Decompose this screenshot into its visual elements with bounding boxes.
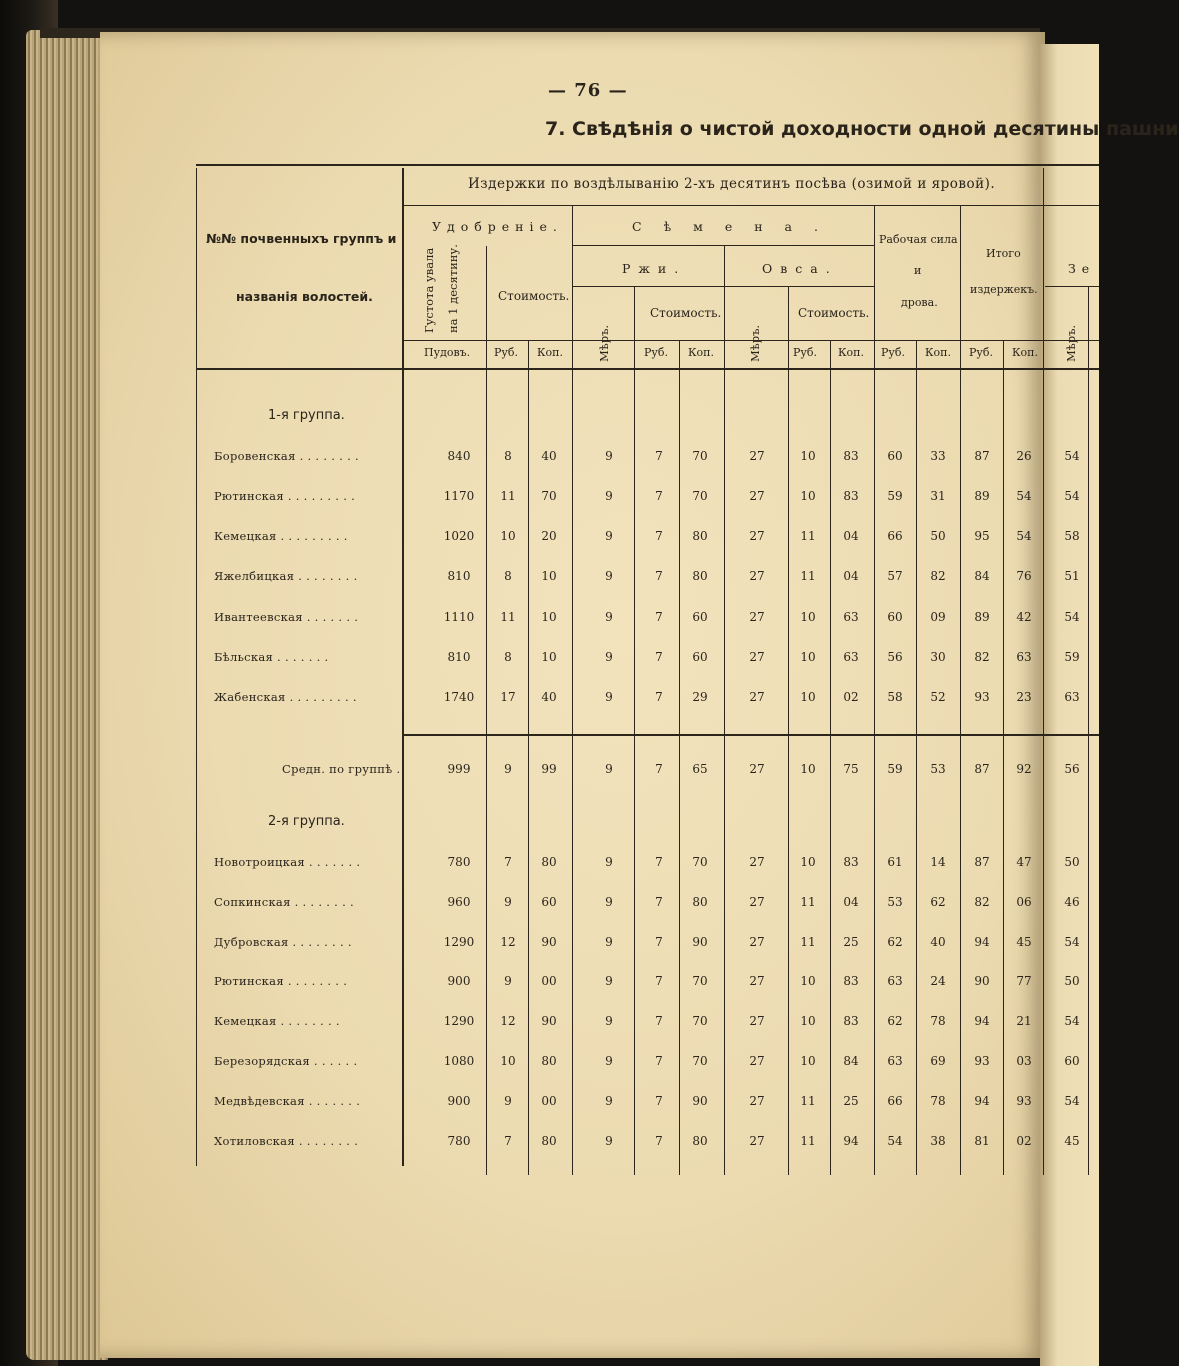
table-rule (403, 734, 1099, 736)
table-cell: 10 (800, 1054, 816, 1068)
unit-rub-5: Руб. (969, 346, 993, 359)
table-cell: 11 (800, 1094, 816, 1108)
table-cell: 8 (504, 569, 512, 583)
table-cell: 9 (605, 650, 613, 664)
table-cell: 9 (605, 1134, 613, 1148)
table-cell: 83 (843, 1014, 859, 1028)
table-cell: 76 (1016, 569, 1032, 583)
table-cell: 9 (605, 1094, 613, 1108)
table-cell: 83 (843, 489, 859, 503)
table-cell: 12 (500, 935, 516, 949)
table-cell: 900 (447, 974, 471, 988)
rzhi-mer-header: Мѣръ. (597, 324, 611, 362)
table-cell: 82 (930, 569, 946, 583)
table-cell: 9 (605, 935, 613, 949)
parish-name: Боровенская . . . . . . . . (214, 449, 359, 463)
table-cell: 56 (1064, 762, 1080, 776)
table-cell: 63 (843, 650, 859, 664)
table-cell: 52 (930, 690, 946, 704)
table-cell: 82 (974, 650, 990, 664)
page-edges (26, 30, 108, 1360)
gustota-header-1: Густота увала (422, 247, 436, 333)
table-cell: 54 (887, 1134, 903, 1148)
table-cell: 10 (500, 529, 516, 543)
table-cell: 61 (887, 855, 903, 869)
name-col-header-2: названія волостей. (236, 289, 373, 304)
table-rule (788, 286, 789, 1175)
table-rule (679, 340, 680, 1175)
table-cell: 90 (692, 935, 708, 949)
unit-kop-2: Коп. (688, 346, 714, 359)
table-cell: 7 (655, 1014, 663, 1028)
ovsa-header: Овса. (762, 261, 838, 276)
table-cell: 47 (1016, 855, 1032, 869)
table-cell: 93 (974, 690, 990, 704)
table-cell: 7 (655, 855, 663, 869)
table-cell: 59 (1064, 650, 1080, 664)
table-rule (1003, 340, 1004, 1175)
table-cell: 1290 (443, 935, 475, 949)
table-cell: 03 (1016, 1054, 1032, 1068)
table-cell: 27 (749, 974, 765, 988)
table-cell: 54 (1064, 489, 1080, 503)
table-cell: 54 (1016, 529, 1032, 543)
table-cell: 62 (887, 935, 903, 949)
table-cell: 10 (800, 690, 816, 704)
table-cell: 60 (1064, 1054, 1080, 1068)
table-cell: 7 (655, 1134, 663, 1148)
table-cell: 25 (843, 1094, 859, 1108)
unit-rub-2: Руб. (644, 346, 668, 359)
table-cell: 94 (974, 935, 990, 949)
table-cell: 54 (1064, 610, 1080, 624)
table-cell: 40 (930, 935, 946, 949)
table-rule (1088, 286, 1089, 1175)
table-cell: 45 (1016, 935, 1032, 949)
table-cell: 66 (887, 1094, 903, 1108)
table-cell: 10 (800, 610, 816, 624)
table-cell: 9 (504, 895, 512, 909)
table-cell: 63 (1064, 690, 1080, 704)
table-rule (572, 205, 573, 1175)
table-cell: 31 (930, 489, 946, 503)
table-cell: 9 (504, 974, 512, 988)
table-cell: 40 (541, 449, 557, 463)
udobrenie-header: Удобреніе. (432, 219, 563, 234)
table-cell: 810 (447, 569, 471, 583)
table-cell: 59 (887, 762, 903, 776)
table-cell: 9 (504, 1094, 512, 1108)
table-cell: 26 (1016, 449, 1032, 463)
table-cell: 1170 (443, 489, 475, 503)
table-cell: 54 (1064, 935, 1080, 949)
table-cell: 14 (930, 855, 946, 869)
parish-name: Сопкинская . . . . . . . . (214, 895, 354, 909)
table-cell: 33 (930, 449, 946, 463)
rabochaya-header-1: Рабочая сила (879, 233, 958, 246)
table-cell: 38 (930, 1134, 946, 1148)
table-cell: 1110 (443, 610, 475, 624)
table-cell: 7 (504, 855, 512, 869)
table-cell: 90 (541, 935, 557, 949)
table-cell: 24 (930, 974, 946, 988)
table-cell: 8 (504, 449, 512, 463)
table-cell: 46 (1064, 895, 1080, 909)
table-cell: 53 (930, 762, 946, 776)
table-cell: 90 (974, 974, 990, 988)
table-cell: 27 (749, 569, 765, 583)
table-cell: 60 (887, 449, 903, 463)
table-cell: 7 (655, 762, 663, 776)
table-cell: 00 (541, 1094, 557, 1108)
table-cell: 780 (447, 855, 471, 869)
table-cell: 30 (930, 650, 946, 664)
rzhi-header: Ржи. (622, 261, 687, 276)
parish-name: Кемецкая . . . . . . . . . (214, 529, 348, 543)
table-cell: 9 (605, 1054, 613, 1068)
table-cell: 65 (692, 762, 708, 776)
unit-kop-4: Коп. (925, 346, 951, 359)
table-cell: 11 (800, 1134, 816, 1148)
table-cell: 11 (800, 895, 816, 909)
span-header: Издержки по воздѣлыванію 2-хъ десятинъ посѣва (озимой и яровой). (468, 176, 996, 192)
table-cell: 70 (692, 489, 708, 503)
table-rule (486, 246, 487, 1175)
table-cell: 87 (974, 449, 990, 463)
table-cell: 80 (692, 895, 708, 909)
unit-rub-4: Руб. (881, 346, 905, 359)
table-cell: 9 (605, 690, 613, 704)
table-cell: 20 (541, 529, 557, 543)
table-cell: 78 (930, 1094, 946, 1108)
table-cell: 02 (843, 690, 859, 704)
table-cell: 63 (1016, 650, 1032, 664)
table-cell: 11 (500, 610, 516, 624)
table-cell: 10 (500, 1054, 516, 1068)
table-cell: 70 (692, 974, 708, 988)
ovsa-stoimost-header: Стоимость. (798, 306, 870, 320)
table-cell: 83 (843, 974, 859, 988)
unit-rub-3: Руб. (793, 346, 817, 359)
table-cell: 81 (974, 1134, 990, 1148)
table-cell: 810 (447, 650, 471, 664)
table-cell: 80 (541, 1054, 557, 1068)
rabochaya-header-3: дрова. (901, 296, 938, 309)
table-rule (196, 168, 197, 1166)
table-cell: 8 (504, 650, 512, 664)
table-rule (916, 340, 917, 1175)
table-cell: 27 (749, 529, 765, 543)
table-cell: 11 (800, 529, 816, 543)
unit-rub-1: Руб. (494, 346, 518, 359)
table-cell: 900 (447, 1094, 471, 1108)
table-cell: 9 (605, 610, 613, 624)
table-rule (402, 168, 404, 1166)
table-cell: 54 (1016, 489, 1032, 503)
table-cell: 10 (800, 1014, 816, 1028)
parish-name: Новотроицкая . . . . . . . (214, 855, 361, 869)
parish-name: Жабенская . . . . . . . . . (214, 690, 357, 704)
table-cell: 780 (447, 1134, 471, 1148)
table-cell: 87 (974, 855, 990, 869)
group-1-title: 1-я группа. (268, 408, 345, 423)
table-cell: 70 (692, 1014, 708, 1028)
parish-name: Рютинская . . . . . . . . . (214, 489, 356, 503)
table-cell: 54 (1064, 449, 1080, 463)
parish-name: Медвѣдевская . . . . . . . (214, 1094, 361, 1108)
table-cell: 27 (749, 1094, 765, 1108)
group-average-label: Средн. по группѣ . (282, 762, 401, 776)
unit-kop-1: Коп. (537, 346, 563, 359)
table-cell: 59 (887, 489, 903, 503)
table-cell: 75 (843, 762, 859, 776)
facing-page (1040, 44, 1099, 1366)
table-cell: 60 (692, 610, 708, 624)
table-cell: 89 (974, 489, 990, 503)
parish-name: Ивантеевская . . . . . . . (214, 610, 359, 624)
table-cell: 7 (655, 650, 663, 664)
table-rule (528, 340, 529, 1175)
table-cell: 27 (749, 650, 765, 664)
table-cell: 7 (504, 1134, 512, 1148)
table-cell: 63 (887, 1054, 903, 1068)
parish-name: Бѣльская . . . . . . . (214, 650, 329, 664)
table-cell: 63 (843, 610, 859, 624)
table-cell: 9 (605, 762, 613, 776)
table-cell: 9 (605, 449, 613, 463)
table-cell: 27 (749, 690, 765, 704)
table-cell: 70 (692, 449, 708, 463)
table-cell: 1080 (443, 1054, 475, 1068)
table-rule (960, 205, 961, 1175)
table-cell: 90 (692, 1094, 708, 1108)
table-cell: 10 (541, 650, 557, 664)
itogo-header-1: Итого (986, 247, 1021, 260)
parish-name: Рютинская . . . . . . . . (214, 974, 348, 988)
table-cell: 42 (1016, 610, 1032, 624)
table-cell: 56 (887, 650, 903, 664)
parish-name: Кемецкая . . . . . . . . (214, 1014, 340, 1028)
table-cell: 25 (843, 935, 859, 949)
table-cell: 80 (692, 1134, 708, 1148)
rabochaya-header-2: и (914, 264, 922, 277)
table-cell: 11 (800, 935, 816, 949)
table-cell: 7 (655, 449, 663, 463)
table-cell: 60 (692, 650, 708, 664)
table-cell: 84 (974, 569, 990, 583)
table-cell: 29 (692, 690, 708, 704)
table-cell: 82 (974, 895, 990, 909)
table-cell: 50 (1064, 974, 1080, 988)
table-cell: 21 (1016, 1014, 1032, 1028)
table-cell: 50 (930, 529, 946, 543)
table-rule (830, 340, 831, 1175)
table-rule (634, 286, 635, 1175)
group-2-title: 2-я группа. (268, 814, 345, 829)
unit-kop-3: Коп. (838, 346, 864, 359)
table-cell: 27 (749, 1134, 765, 1148)
table-cell: 10 (541, 610, 557, 624)
table-cell: 04 (843, 529, 859, 543)
parish-name: Березорядская . . . . . . (214, 1054, 358, 1068)
table-cell: 9 (605, 895, 613, 909)
table-cell: 90 (541, 1014, 557, 1028)
table-cell: 83 (843, 449, 859, 463)
table-cell: 40 (541, 690, 557, 704)
table-cell: 1020 (443, 529, 475, 543)
table-cell: 70 (692, 855, 708, 869)
table-cell: 10 (800, 449, 816, 463)
name-col-header-1: №№ почвенныхъ группъ и (206, 231, 397, 246)
table-cell: 10 (800, 650, 816, 664)
table-cell: 27 (749, 1054, 765, 1068)
table-cell: 70 (541, 489, 557, 503)
page-title: 7. Свѣдѣнія о чистой доходности одной десятины пашни (545, 118, 1179, 140)
table-cell: 7 (655, 935, 663, 949)
table-cell: 95 (974, 529, 990, 543)
table-cell: 12 (500, 1014, 516, 1028)
table-cell: 78 (930, 1014, 946, 1028)
table-cell: 11 (500, 489, 516, 503)
table-cell: 1740 (443, 690, 475, 704)
itogo-header-2: издержекъ. (970, 283, 1038, 296)
table-cell: 10 (541, 569, 557, 583)
gustota-header-2: на 1 десятину. (446, 244, 460, 333)
table-cell: 9 (605, 529, 613, 543)
table-cell: 89 (974, 610, 990, 624)
table-cell: 11 (800, 569, 816, 583)
table-cell: 10 (800, 855, 816, 869)
table-cell: 9 (605, 974, 613, 988)
table-cell: 840 (447, 449, 471, 463)
table-cell: 10 (800, 762, 816, 776)
table-cell: 93 (1016, 1094, 1032, 1108)
table-cell: 53 (887, 895, 903, 909)
table-rule (196, 368, 1099, 370)
table-cell: 50 (1064, 855, 1080, 869)
table-cell: 80 (541, 1134, 557, 1148)
table-cell: 94 (974, 1014, 990, 1028)
table-cell: 62 (930, 895, 946, 909)
table-cell: 10 (800, 489, 816, 503)
table-cell: 09 (930, 610, 946, 624)
table-rule (403, 205, 1099, 206)
table-cell: 999 (447, 762, 471, 776)
table-cell: 7 (655, 690, 663, 704)
ovsa-mer-header: Мѣръ. (748, 324, 762, 362)
table-cell: 9 (605, 569, 613, 583)
table-cell: 27 (749, 935, 765, 949)
table-cell: 04 (843, 569, 859, 583)
table-cell: 54 (1064, 1094, 1080, 1108)
table-cell: 66 (887, 529, 903, 543)
table-cell: 7 (655, 895, 663, 909)
table-cell: 58 (1064, 529, 1080, 543)
table-cell: 23 (1016, 690, 1032, 704)
table-cell: 7 (655, 974, 663, 988)
table-cell: 99 (541, 762, 557, 776)
table-cell: 7 (655, 569, 663, 583)
table-rule (724, 245, 725, 1175)
table-cell: 00 (541, 974, 557, 988)
table-cell: 1290 (443, 1014, 475, 1028)
table-cell: 80 (692, 529, 708, 543)
semena-header: Сѣмена. (632, 219, 840, 234)
table-cell: 77 (1016, 974, 1032, 988)
table-cell: 7 (655, 1094, 663, 1108)
table-cell: 27 (749, 489, 765, 503)
zerno-header-partial: Зе (1068, 261, 1096, 276)
zerno-mer-header: Мѣръ. (1064, 324, 1078, 362)
table-cell: 7 (655, 610, 663, 624)
table-cell: 04 (843, 895, 859, 909)
table-cell: 9 (605, 489, 613, 503)
table-cell: 80 (692, 569, 708, 583)
parish-name: Дубровская . . . . . . . . (214, 935, 352, 949)
table-cell: 9 (605, 855, 613, 869)
table-cell: 94 (974, 1094, 990, 1108)
table-cell: 10 (800, 974, 816, 988)
table-cell: 57 (887, 569, 903, 583)
table-cell: 54 (1064, 1014, 1080, 1028)
parish-name: Хотиловская . . . . . . . . (214, 1134, 359, 1148)
table-cell: 60 (887, 610, 903, 624)
table-cell: 94 (843, 1134, 859, 1148)
table-cell: 7 (655, 529, 663, 543)
table-cell: 45 (1064, 1134, 1080, 1148)
table-cell: 27 (749, 762, 765, 776)
table-cell: 02 (1016, 1134, 1032, 1148)
table-cell: 70 (692, 1054, 708, 1068)
table-cell: 60 (541, 895, 557, 909)
rzhi-stoimost-header: Стоимость. (650, 306, 722, 320)
page-number: — 76 — (548, 80, 628, 101)
table-cell: 80 (541, 855, 557, 869)
table-cell: 83 (843, 855, 859, 869)
table-cell: 27 (749, 855, 765, 869)
table-cell: 9 (605, 1014, 613, 1028)
unit-kop-5: Коп. (1012, 346, 1038, 359)
table-cell: 9 (504, 762, 512, 776)
table-cell: 62 (887, 1014, 903, 1028)
table-cell: 7 (655, 1054, 663, 1068)
table-cell: 63 (887, 974, 903, 988)
table-cell: 51 (1064, 569, 1080, 583)
table-cell: 06 (1016, 895, 1032, 909)
table-rule (196, 164, 1099, 166)
table-rule (1045, 286, 1099, 287)
table-cell: 69 (930, 1054, 946, 1068)
table-cell: 58 (887, 690, 903, 704)
udobrenie-stoimost-header: Стоимость. (498, 289, 570, 303)
table-cell: 87 (974, 762, 990, 776)
table-cell: 27 (749, 1014, 765, 1028)
unit-pudov: Пудовъ. (424, 346, 471, 359)
table-cell: 17 (500, 690, 516, 704)
table-cell: 92 (1016, 762, 1032, 776)
parish-name: Яжелбицкая . . . . . . . . (214, 569, 358, 583)
table-cell: 27 (749, 895, 765, 909)
table-cell: 84 (843, 1054, 859, 1068)
table-cell: 93 (974, 1054, 990, 1068)
table-cell: 27 (749, 449, 765, 463)
table-cell: 7 (655, 489, 663, 503)
table-cell: 27 (749, 610, 765, 624)
table-cell: 960 (447, 895, 471, 909)
